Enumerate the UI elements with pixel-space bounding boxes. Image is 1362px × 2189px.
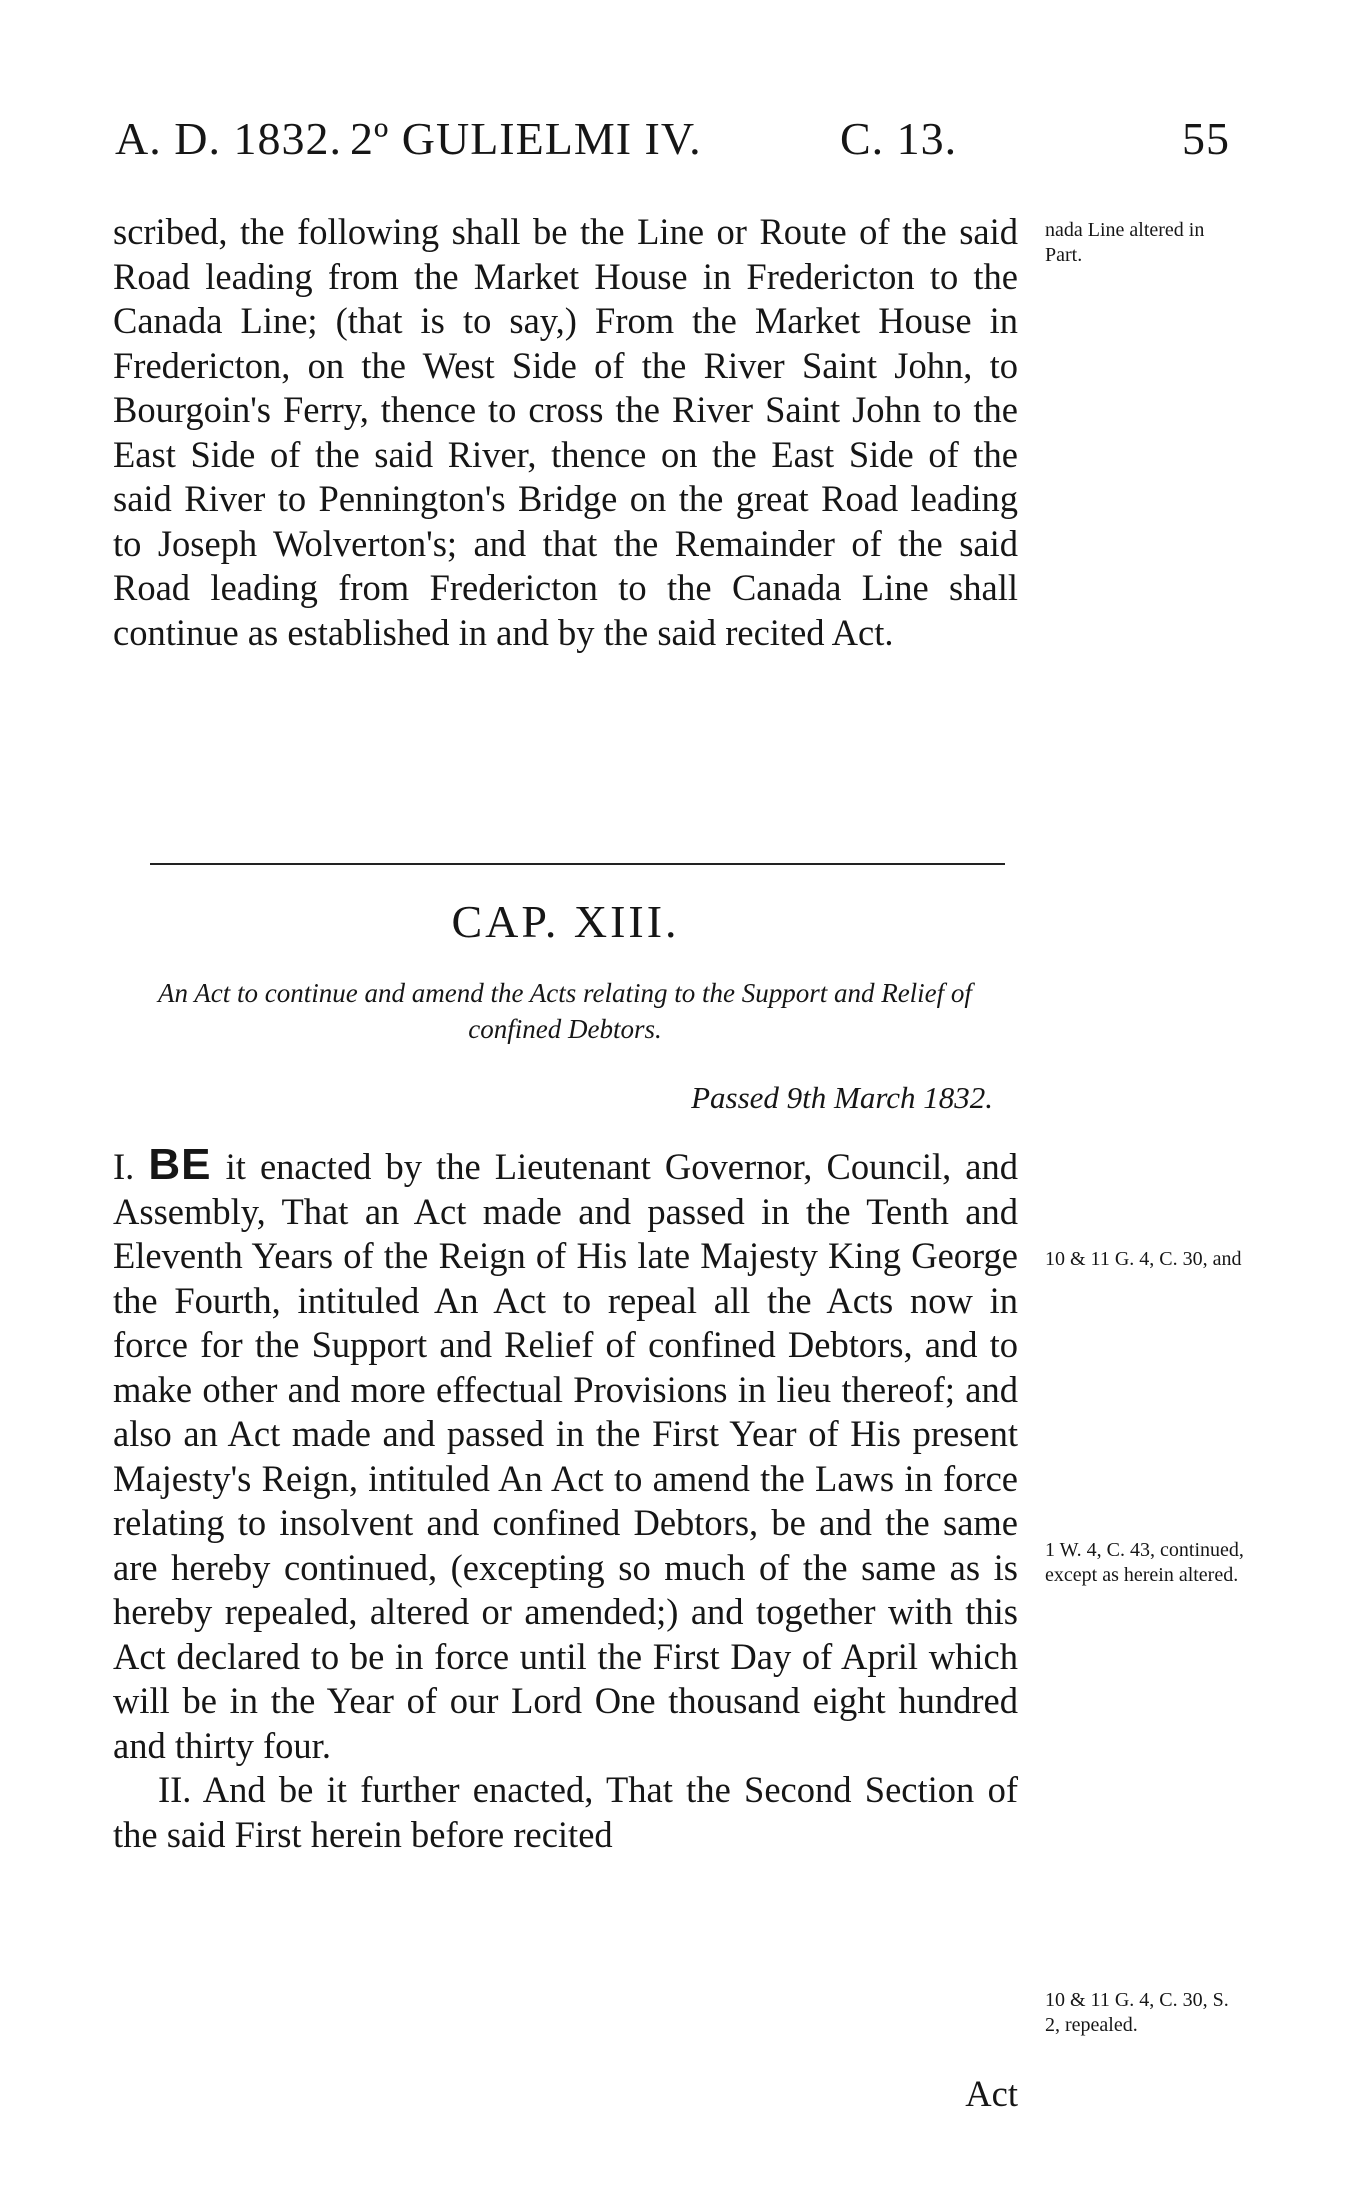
act-body xyxy=(113,1140,1019,1857)
section-1 xyxy=(113,1140,1019,1768)
section-1-text: it enacted by the Lieutenant Governor, Council, and Assembly, That an Act made and passed in the Tenth and Eleventh Years of the Reign of His late Majesty King George the Fourth, intituled An Act to repeal all the Acts now in force for the Support and Relief of confined Debtors, and to make other and more effectual Provisions in lieu thereof; and also an Act made and passed in the First Year of His present Majesty's Reign, intituled An Act to amend the Laws in force relating to insolvent and confined Debtors, be and the same are hereby continued, (excepting so much of the same as is hereby repealed, altered or amended;) and together with this Act declared to be in force until the First Day of April which will be in the Year of our Lord One thousand eight hundred and thirty four. xyxy=(113,1146,1019,1766)
chapter-title: An Act to continue and amend the Acts relating to the Support and Relief of confined Debtors. xyxy=(158,978,972,1044)
chapter-heading: CAP. XIII. xyxy=(451,896,680,947)
previous-act-continuation xyxy=(113,210,1018,655)
section-2-number: II. xyxy=(158,1769,192,1810)
passed-date: Passed 9th March 1832. xyxy=(691,1080,993,1115)
margin-note-continued: 1 W. 4, C. 43, continued, except as herein altered. xyxy=(1045,1539,1244,1586)
section-2-text: And be it further enacted, That the Second Section of the said First herein before recited xyxy=(113,1769,1018,1855)
section-1-dropcap: BE xyxy=(148,1140,212,1189)
section-divider-rule xyxy=(150,863,1005,865)
page-number: 55 xyxy=(1182,113,1230,164)
section-1-number: I. xyxy=(113,1146,135,1187)
previous-act-text: scribed, the following shall be the Line or Route of the said Road leading from the Market House in Fredericton to the Canada Line; (that is to say,) From the Market House in Fredericton, on the West Side of the River Saint John, to Bourgoin's Ferry, thence to cross the River Saint John to the East Side of the said River, thence on the East Side of the said River to Pennington's Bridge on the great Road leading to Joseph Wolverton's; and that the Remainder of the said Road leading from Fredericton to the Canada Line shall continue as established in and by the said recited Act. xyxy=(113,211,1018,653)
section-2 xyxy=(113,1768,1018,1857)
margin-note-statute-reference: 10 & 11 G. 4, C. 30, and xyxy=(1045,1248,1242,1270)
running-head xyxy=(115,112,1230,172)
margin-note-line-altered: nada Line altered in Part. xyxy=(1045,219,1205,266)
running-head-chapter: C. 13. xyxy=(840,113,958,164)
running-head-year: A. D. 1832. xyxy=(115,113,342,164)
catchword: Act xyxy=(965,2073,1018,2114)
running-head-regnal-year: 2º GULIELMI IV. xyxy=(350,113,702,164)
margin-note-repealed: 10 & 11 G. 4, C. 30, S. 2, repealed. xyxy=(1045,1989,1229,2036)
